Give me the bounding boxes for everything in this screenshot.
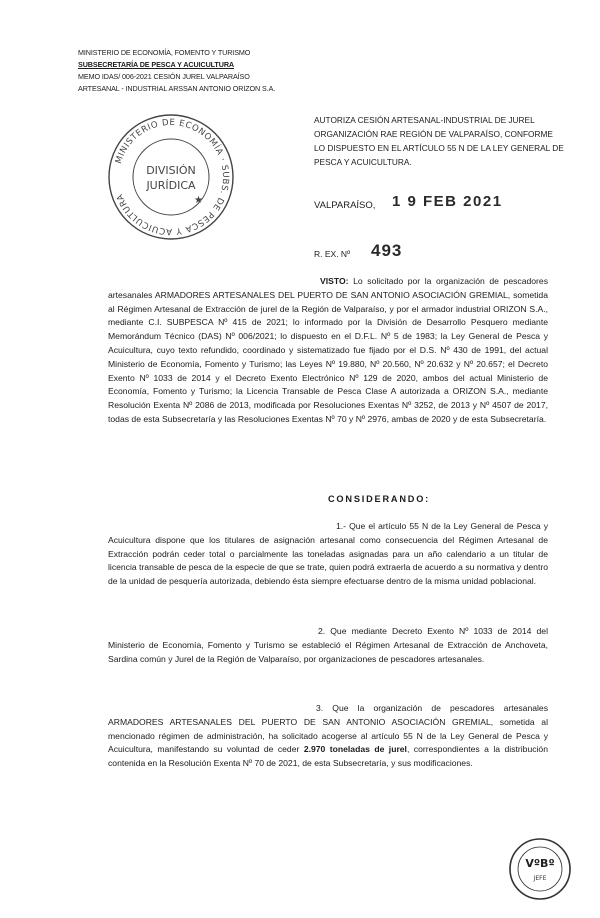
considerando-1: 1.- Que el artículo 55 N de la Ley General de Pesca y Acuicultura dispone que los titulares de asignación artesanal como consecuencia del Régimen Artesanal de Extracción podrán ceder total o parcialmente las toneladas asignadas para un año calendario a un titular de licencia transable de pesca de la especie de que se trate, quien podrá extraerla de acuerdo a su normativa y dentro de la unidad de pesquería autorizada, debiendo ésta siempre efectuarse dentro de la misma unidad poblacional.: [108, 521, 548, 587]
vobo-stamp: [507, 836, 573, 902]
considerando-2: 2. Que mediante Decreto Exento Nº 1033 de 2014 del Ministerio de Economía, Fomento y Turismo se estableció el Régimen Artesanal de Extracción de Anchoveta, Sardina común y Jurel de la Región de Valparaíso, por organizaciones de pescadores artesanales.: [108, 626, 548, 664]
resolution-label: R. EX. Nº: [314, 249, 351, 259]
vobo-label: VºBº: [525, 857, 555, 870]
subsecretaria-line: SUBSECRETARÍA DE PESCA Y ACUICULTURA: [78, 60, 234, 69]
visto-paragraph: [108, 275, 548, 427]
considerando-title: CONSIDERANDO:: [328, 494, 431, 504]
ministry-line: MINISTERIO DE ECONOMÍA, FOMENTO Y TURISMO: [78, 48, 251, 57]
considerando-3: 3. Que la organización de pescadores artesanales ARMADORES ARTESANALES DEL PUERTO DE SAN ANTONIO ASOCIACIÓN GREMIAL, sometida al mencionado régimen de administración, ha solicitado acogerse al artículo 55 N de la Ley General de Pesca y Acuicultura, manifestando su voluntad de ceder 2.970 toneladas de jurel, correspondientes a la distribución contenida en la Resolución Exenta Nº 70 de 2021, de esta Subsecretaría, y sus modificaciones.: [108, 703, 548, 769]
division-juridica-stamp: [102, 108, 240, 246]
memo-line: MEMO IDAS/ 006-2021 CESIÓN JUREL VALPARAÍSO: [78, 72, 250, 81]
visto-text: Lo solicitado por la organización de pescadores artesanales ARMADORES ARTESANALES DEL PUERTO DE SAN ANTONIO ASOCIACIÓN GREMIAL, sometida al Régimen Artesanal de Extracción de jurel de la Región de Valparaíso, y por el armador industrial ORIZON S.A., mediante C.I. SUBPESCA Nº 415 de 2021; lo informado por la División de Desarrollo Pesquero mediante Memorándum Técnico (DAS) Nº 006/2021; lo dispuesto en el D.F.L. Nº 5 de 1983; la Ley General de Pesca y Acuicultura, cuyo texto refundido, coordinado y sistematizado fue fijado por el D.S. Nº 430 de 1991, del actual Ministerio de Economía, Fomento y Turismo; las Leyes Nº 19.880, Nº 20.560, Nº 20.632 y Nº 20.657; el Decreto Exento Nº 1033 de 2014 y el Decreto Exento Electrónico Nº 129 de 2020, ambos del actual Ministerio de Economía, Fomento y Turismo; la Licencia Transable de Pesca Clase A autorizada a ORIZON S.A., mediante Resolución Exenta Nº 2086 de 2013, modificada por Resoluciones Exentas Nº 3252, de 2013 y Nº 4507 de 2017, todas de esta Subsecretaría y las Resoluciones Exentas Nº 70 y Nº 2976, ambas de 2020 y de esta Subsecretaría.: [108, 276, 548, 424]
stamp-center-line1: DIVISIÓN: [146, 164, 196, 177]
vobo-sub: JEFE: [533, 875, 547, 882]
svg-text:MINISTERIO DE ECONOMÍA · SUBS.: [114, 118, 230, 236]
date-stamp: 1 9 FEB 2021: [392, 193, 503, 210]
tonnage-amount: 2.970 toneladas de jurel: [303, 744, 407, 755]
date-city: VALPARAÍSO,: [314, 200, 376, 211]
visto-label: VISTO:: [320, 276, 349, 286]
memo-subject-line: ARTESANAL - INDUSTRIAL ARSSAN ANTONIO ORIZON S.A.: [78, 84, 276, 93]
stamp-center-line2: JURÍDICA: [146, 179, 196, 192]
resolution-summary: AUTORIZA CESIÓN ARTESANAL-INDUSTRIAL DE JUREL ORGANIZACIÓN RAE REGIÓN DE VALPARAÍSO, CONFORME LO DISPUESTO EN EL ARTÍCULO 55 N DE LA LEY GENERAL DE PESCA Y ACUICULTURA.: [314, 115, 564, 167]
star-icon: ★: [194, 195, 203, 206]
resolution-number: 493: [371, 241, 403, 260]
stamp-ring-text: MINISTERIO DE ECONOMÍA · SUBS. DE PESCA Y ACUICULTURA: [113, 117, 231, 237]
